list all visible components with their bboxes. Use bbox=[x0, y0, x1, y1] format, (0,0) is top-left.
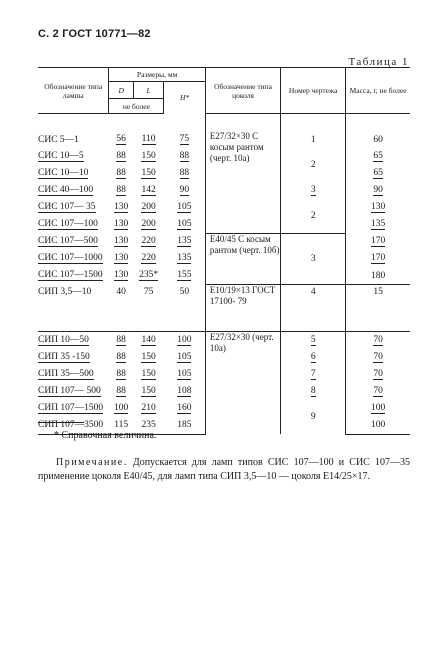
table-cell bbox=[346, 199, 410, 216]
col-l: L bbox=[133, 82, 163, 99]
table-cell bbox=[281, 131, 346, 148]
table-cell bbox=[164, 417, 206, 435]
cell-value: 70 bbox=[373, 368, 383, 379]
table-cell bbox=[346, 182, 410, 199]
table-cell bbox=[164, 182, 206, 199]
table-cell bbox=[109, 182, 133, 199]
table-cell bbox=[109, 233, 133, 250]
table-cell bbox=[38, 250, 109, 267]
table-cell bbox=[38, 148, 109, 165]
table-cell bbox=[38, 233, 109, 250]
page-header: С. 2 ГОСТ 10771—82 bbox=[38, 28, 151, 40]
col-not-more: не более bbox=[109, 99, 164, 114]
table-cell bbox=[346, 131, 410, 148]
table-cell bbox=[346, 400, 410, 417]
cell-value: 100 bbox=[177, 334, 192, 345]
cell-value: 88 bbox=[116, 168, 126, 178]
table-cell bbox=[164, 233, 206, 250]
table-cell bbox=[205, 114, 280, 132]
table-cell bbox=[38, 131, 109, 148]
cell-value: 210 bbox=[141, 402, 156, 413]
table-cell bbox=[281, 182, 346, 199]
cell-value: 75 bbox=[179, 134, 190, 144]
table-cell bbox=[346, 233, 410, 250]
table-cell bbox=[281, 233, 346, 285]
cell-value: 88 bbox=[116, 185, 126, 195]
cell-value: 88 bbox=[179, 168, 190, 178]
table-cell bbox=[346, 250, 410, 267]
table-cell bbox=[346, 366, 410, 383]
table-cell bbox=[133, 199, 163, 216]
table-cell bbox=[133, 349, 163, 366]
table-cell bbox=[164, 199, 206, 216]
cell-value: СИС 10—10 bbox=[38, 168, 89, 178]
footnote-divider bbox=[38, 422, 84, 423]
cell-value: СИС 107—500 bbox=[38, 236, 98, 246]
table-cell bbox=[164, 250, 206, 267]
table-cell bbox=[109, 349, 133, 366]
cell-value: 56 bbox=[116, 134, 126, 144]
cell-value: 105 bbox=[177, 202, 192, 212]
table-cell bbox=[109, 267, 133, 285]
table-cell bbox=[164, 285, 206, 332]
col-mass: Масса, г, не более bbox=[346, 68, 410, 114]
table-cell bbox=[133, 165, 163, 182]
cell-value: 130 bbox=[114, 253, 129, 263]
cell-value: 130 bbox=[114, 270, 129, 281]
table-cell bbox=[164, 331, 206, 349]
cell-value: 220 bbox=[141, 236, 156, 246]
cell-value: 6 bbox=[310, 351, 316, 362]
cell-value: 70 bbox=[373, 385, 383, 396]
cell-value: 105 bbox=[177, 368, 192, 379]
table-cell bbox=[133, 250, 163, 267]
cell-value: 142 bbox=[141, 185, 156, 195]
table-cell bbox=[109, 216, 133, 233]
cell-value: СИП 107—3500 bbox=[38, 420, 104, 430]
table-cell bbox=[346, 349, 410, 366]
cell-value: 88 bbox=[116, 151, 126, 161]
table-cell bbox=[346, 417, 410, 435]
table-cell bbox=[133, 131, 163, 148]
table-cell bbox=[281, 400, 346, 435]
cell-value: 150 bbox=[141, 385, 156, 396]
cell-value: СИП 107—1500 bbox=[38, 402, 104, 413]
socket-cell: Е27/32×30 (черт. 10а) bbox=[205, 331, 280, 434]
socket-cell: Е10/19×13 ГОСТ 17100- 79 bbox=[205, 285, 280, 332]
table-cell bbox=[38, 199, 109, 216]
table-cell bbox=[164, 267, 206, 285]
table-cell bbox=[38, 366, 109, 383]
table-cell bbox=[346, 148, 410, 165]
cell-value: 75 bbox=[143, 286, 154, 297]
table-cell bbox=[38, 383, 109, 400]
table-cell bbox=[38, 267, 109, 285]
table-cell bbox=[38, 349, 109, 366]
cell-value: 150 bbox=[141, 151, 156, 161]
cell-value: 65 bbox=[373, 168, 383, 178]
cell-value: 65 bbox=[373, 151, 383, 161]
table-cell bbox=[38, 331, 109, 349]
lamp-table bbox=[38, 67, 410, 435]
table-cell bbox=[281, 366, 346, 383]
cell-value: 130 bbox=[114, 236, 129, 246]
cell-value: 60 bbox=[373, 134, 383, 145]
table-cell bbox=[164, 383, 206, 400]
cell-value: 235 bbox=[141, 420, 156, 430]
cell-value: СИС 107—1500 bbox=[38, 270, 103, 281]
cell-value: СИП 35 -150 bbox=[38, 351, 90, 362]
cell-value: СИС 5—1 bbox=[38, 134, 79, 145]
col-drawing: Номер чертежа bbox=[281, 68, 346, 114]
table-cell bbox=[346, 383, 410, 400]
cell-value: 88 bbox=[179, 151, 190, 161]
table-cell bbox=[164, 216, 206, 233]
table-row bbox=[38, 131, 410, 148]
cell-value: СИП 3,5—10 bbox=[38, 286, 92, 297]
cell-value: 2 bbox=[310, 160, 316, 170]
table-cell bbox=[109, 199, 133, 216]
cell-value: 170 bbox=[370, 236, 386, 246]
table-cell bbox=[109, 131, 133, 148]
cell-value: 4 bbox=[310, 287, 316, 297]
cell-value: 140 bbox=[141, 334, 156, 345]
table-cell bbox=[38, 285, 109, 332]
footnote: * Справочная величина. bbox=[54, 430, 157, 441]
table-cell bbox=[109, 366, 133, 383]
table-cell bbox=[346, 114, 410, 132]
cell-value: 130 bbox=[114, 202, 129, 212]
table-cell bbox=[281, 383, 346, 400]
table-cell bbox=[133, 267, 163, 285]
cell-value: СИС 40—100 bbox=[38, 185, 94, 195]
cell-value: 135 bbox=[177, 253, 192, 263]
table-cell bbox=[281, 148, 346, 182]
col-h: H* bbox=[164, 82, 206, 114]
table-cell bbox=[164, 366, 206, 383]
table-cell bbox=[109, 383, 133, 400]
table-cell bbox=[109, 400, 133, 417]
cell-value: 160 bbox=[177, 402, 192, 413]
cell-value: 110 bbox=[141, 134, 156, 144]
cell-value: 90 bbox=[373, 185, 383, 195]
cell-value: 50 bbox=[179, 286, 190, 297]
cell-value: 15 bbox=[373, 287, 383, 297]
table-cell bbox=[38, 400, 109, 417]
cell-value: 200 bbox=[141, 202, 156, 212]
cell-value: 180 bbox=[370, 270, 386, 281]
cell-value: 40 bbox=[116, 286, 126, 297]
table-cell bbox=[109, 285, 133, 332]
cell-value: 70 bbox=[373, 351, 383, 362]
cell-value: 150 bbox=[141, 368, 156, 379]
cell-value: 5 bbox=[310, 334, 316, 345]
table-cell bbox=[38, 114, 205, 132]
table-cell bbox=[281, 331, 346, 349]
cell-value: 105 bbox=[177, 351, 192, 362]
cell-value: 88 bbox=[116, 334, 126, 345]
cell-value: 115 bbox=[114, 420, 129, 430]
cell-value: 130 bbox=[114, 219, 129, 229]
note bbox=[38, 456, 410, 484]
table-row bbox=[38, 285, 410, 332]
col-socket: Обозначение типа цоколя bbox=[205, 68, 280, 114]
note-label: Примечание. bbox=[56, 457, 128, 468]
table-cell bbox=[133, 285, 163, 332]
table-cell bbox=[133, 233, 163, 250]
cell-value: 2 bbox=[310, 210, 316, 221]
table-cell bbox=[346, 267, 410, 285]
cell-value: 185 bbox=[177, 420, 192, 430]
cell-value: СИС 107—100 bbox=[38, 219, 98, 229]
table-cell bbox=[164, 349, 206, 366]
cell-value: 105 bbox=[177, 219, 192, 229]
table-cell bbox=[133, 331, 163, 349]
cell-value: 220 bbox=[141, 253, 156, 263]
table-cell bbox=[281, 199, 346, 233]
cell-value: 3 bbox=[310, 253, 316, 264]
table-cell bbox=[346, 331, 410, 349]
table-row bbox=[38, 331, 410, 349]
table-cell bbox=[38, 165, 109, 182]
table-cell bbox=[164, 131, 206, 148]
cell-value: 3 bbox=[310, 185, 316, 195]
table-caption: Таблица 1 bbox=[348, 56, 409, 68]
table-cell bbox=[109, 165, 133, 182]
table-cell bbox=[133, 383, 163, 400]
cell-value: 135 bbox=[177, 236, 192, 246]
cell-value: 88 bbox=[116, 351, 126, 362]
table-cell bbox=[109, 148, 133, 165]
cell-value: 8 bbox=[310, 385, 316, 396]
table-cell bbox=[38, 182, 109, 199]
table-cell bbox=[109, 331, 133, 349]
cell-value: 170 bbox=[370, 253, 386, 263]
cell-value: СИС 107—1000 bbox=[38, 253, 103, 263]
cell-value: 108 bbox=[177, 385, 192, 396]
cell-value: 130 bbox=[370, 202, 386, 212]
cell-value: 100 bbox=[114, 402, 129, 413]
table-cell bbox=[38, 216, 109, 233]
cell-value: 155 bbox=[177, 270, 192, 281]
cell-value: 200 bbox=[141, 219, 156, 229]
table-row bbox=[38, 233, 410, 250]
col-designation: Обозначение типа лампы bbox=[38, 68, 109, 114]
table-cell bbox=[164, 400, 206, 417]
cell-value: СИС 10—5 bbox=[38, 151, 84, 161]
table-cell bbox=[346, 216, 410, 233]
table-cell bbox=[164, 148, 206, 165]
table-cell bbox=[346, 165, 410, 182]
table-cell bbox=[281, 114, 346, 132]
cell-value: СИП 35—500 bbox=[38, 368, 94, 379]
cell-value: 100 bbox=[370, 420, 386, 430]
cell-value: СИС 107— 35 bbox=[38, 202, 96, 212]
table-cell bbox=[133, 182, 163, 199]
cell-value: 70 bbox=[373, 334, 383, 345]
cell-value: СИП 107— 500 bbox=[38, 385, 101, 396]
cell-value: 1 bbox=[310, 134, 316, 145]
table-cell bbox=[133, 400, 163, 417]
table-cell bbox=[133, 366, 163, 383]
cell-value: 150 bbox=[141, 168, 156, 178]
col-d: D bbox=[109, 82, 133, 99]
cell-value: 9 bbox=[310, 411, 316, 422]
table-cell bbox=[346, 285, 410, 332]
table-cell bbox=[281, 349, 346, 366]
col-dimensions: Размеры, мм bbox=[109, 68, 205, 82]
table-cell bbox=[164, 165, 206, 182]
cell-value: 88 bbox=[116, 368, 126, 379]
cell-value: 90 bbox=[179, 185, 190, 195]
socket-cell: Е27/32×30 С косым рантом (черт. 10а) bbox=[205, 131, 280, 233]
cell-value: 135 bbox=[370, 219, 386, 229]
table-cell bbox=[281, 285, 346, 332]
cell-value: 7 bbox=[310, 368, 316, 379]
cell-value: СИП 10—50 bbox=[38, 334, 89, 345]
cell-value: 88 bbox=[116, 385, 126, 396]
cell-value: 150 bbox=[141, 351, 156, 362]
table-cell bbox=[133, 216, 163, 233]
note-text: Допускается для ламп типов СИС 107—100 и СИС 107—35 применение цоколя Е40/45, для ламп типа СИП 3,5—10 — цоколя Е14/25×17. bbox=[38, 457, 410, 482]
cell-value: 100 bbox=[370, 402, 386, 413]
table-cell bbox=[109, 250, 133, 267]
table-cell bbox=[133, 148, 163, 165]
socket-cell: Е40/45 С косым рантом (черт. 10б) bbox=[205, 233, 280, 285]
cell-value: 235* bbox=[139, 270, 159, 281]
